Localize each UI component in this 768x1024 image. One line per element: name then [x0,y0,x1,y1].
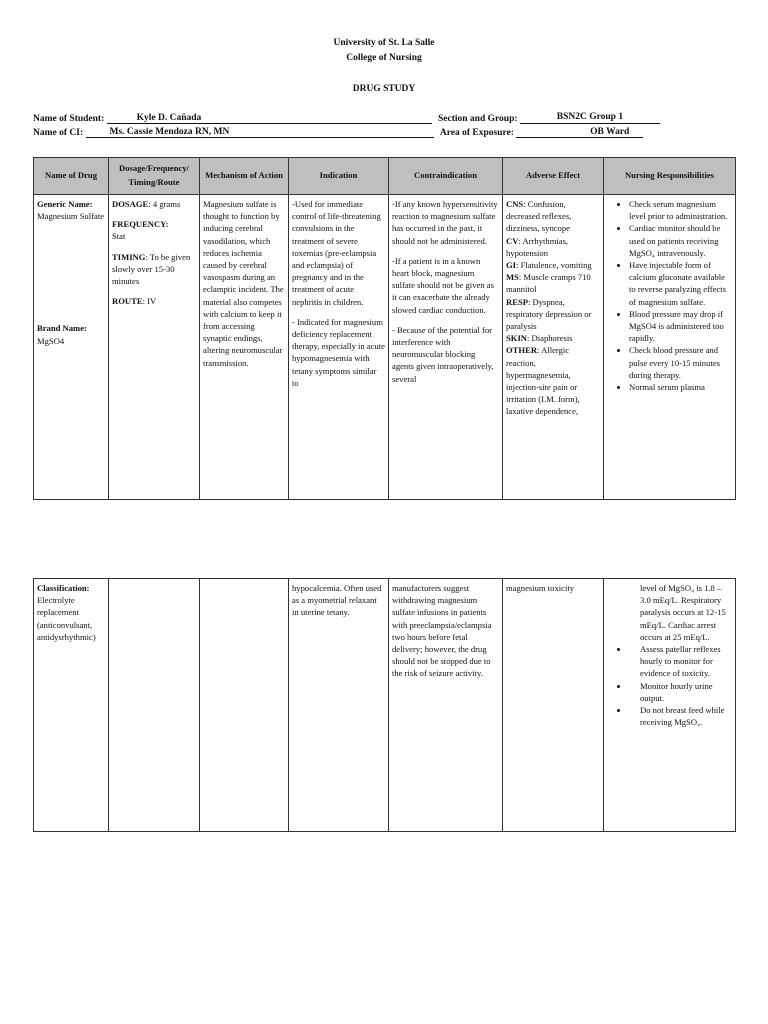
nursing-cell-continued [604,579,736,832]
drug-name-cell: Generic Name: Magnesium Sulfate Brand Name: MgSO4 [34,195,109,500]
route-label: ROUTE [112,296,143,307]
header-mechanism: Mechanism of Action [200,158,289,195]
brand-name-value: MgSO4 [37,335,65,346]
area-label: Area of Exposure: [439,128,514,138]
frequency-value: Stat [112,231,126,242]
frequency-label: FREQUENCY [112,219,166,230]
mechanism-cell-continued [200,579,289,832]
adverse-effect-cell-continued [503,579,604,832]
resp-value: : Dyspnea, respiratory depression or paralysis [506,296,592,332]
dosage-cell: DOSAGE: 4 grams FREQUENCY: Stat TIMING: To be given slowly over 15-30 minutes ROUTE: IV [109,195,200,500]
brand-name-label: Brand Name [37,323,85,334]
list-item: • Monitor hourly urine output. [629,680,732,704]
list-item: • Check serum magnesium level prior to administration. [629,198,732,222]
other-value: : Allergic reaction, hypermagnesemia, injection-site pain or irritation (I.M. form), laxative dependence, [506,345,580,417]
list-item: • Assess patellar reflexes hourly to monitor for evidence of toxicity. [629,643,732,680]
dosage-cell-continued [109,579,200,832]
dosage-label: DOSAGE [112,199,149,209]
resp-label: RESP [506,296,528,307]
ci-label: Name of CI: [33,128,84,138]
list-item: • Blood pressure may drop if MgSO4 is administered too rapidly. [629,308,732,345]
cns-value: : Confusion, decreased reflexes, dizziness, syncope [506,199,572,234]
contraindication-text-2: -If a patient is in a known heart block, magnesium sulfate should not be given as it can exacerbate the already slowed cardiac conduction. [392,255,494,315]
student-name-field: Kyle D. Cañada [107,113,432,124]
classification-label: Classification [37,583,87,593]
drug-classification-cell: Classification: Electrolyte replacement (anticonvulsant, antidysrhythmic) [34,579,109,832]
indication-cell [289,195,389,500]
indication-text-2: - Indicated for magnesium deficiency replacement therapy, especially in acute hypomagnesemia with tetany symptoms similar to [292,316,385,388]
cv-value: : Arrhythmias, hypotension [506,235,569,258]
skin-label: SKIN [506,333,528,344]
skin-value: : Diaphoresis [527,333,573,344]
list-item: • Normal serum plasma [629,381,732,393]
timing-value: : To be given slowly over 15-30 minutes [112,251,191,287]
list-item: • Cardiac monitor should be used on patients receiving MgSO₄ intravenously. [629,222,732,259]
section-field: BSN2C Group 1 [520,112,660,124]
mechanism-text: Magnesium sulfate is thought to function by inducing cerebral vasodilation, which reduces ischemia caused by cerebral vasospasm during an eclamptic incident. The material also competes with calcium to keep it from accessing synaptic endings, altering neuromuscular transmission. [203,199,284,368]
gi-value: : Flatulence, vomiting [516,260,592,271]
gi-label: GI [506,260,517,271]
university-name: University of St. La Salle [333,38,435,48]
adverse-effect-cell [503,195,604,500]
ci-name-field: Ms. Cassie Mendoza RN, MN [86,127,434,138]
header-indication: Indication [289,158,389,195]
student-label: Name of Student: [33,114,105,124]
nursing-cell [604,195,736,500]
area-field: OB Ward [516,127,643,138]
cv-label: CV [506,235,519,246]
generic-name-label: Generic Name [37,199,90,209]
list-item: level of MgSO₄ is 1.8 – 3.0 mEq/L. Respiratory paralysis occurs at 12-15 mEq/L. Cardiac arrest occurs at 25 mEq/L. [640,583,726,642]
list-item: • Check blood pressure and pulse every 10-15 minutes during therapy. [629,344,732,381]
timing-label: TIMING [112,251,146,262]
indication-text-1: -Used for immediate control of life-threatening convulsions in the treatment of severe toxemias (pre-eclampsia and eclampsia) of pregnancy and in the treatment of acute nephritis in children. [292,199,381,307]
table-row [34,195,736,500]
adverse-continued-text: magnesium toxicity [506,583,575,593]
generic-name-value: Magnesium Sulfate [37,211,105,222]
ms-label: MS [506,272,519,283]
nursing-list [607,198,732,393]
header-contraindication: Contraindication [389,158,503,195]
mechanism-cell [200,195,289,500]
route-value: : IV [142,296,157,307]
indication-cell-continued [289,579,389,832]
ci-info-row [33,127,643,138]
header-nursing-responsibilities: Nursing Responsibilities [604,158,736,195]
student-info-row [33,112,660,124]
classification-value: Electrolyte replacement (anticonvulsant, antidysrhythmic) [37,595,96,642]
nursing-list-continued [607,582,732,728]
contraindication-cell-continued [389,579,503,832]
cns-label: CNS [506,199,524,209]
indication-text-3: hypocalcemia. Often used as a myometrial relaxant in uterine tetany. [292,583,382,618]
list-item: • Have injectable form of calcium gluconate available to reverse paralyzing effects of magnesium sulfate. [629,259,732,308]
ms-value: : Muscle cramps 710 mannitol [506,272,591,295]
section-label: Section and Group: [438,114,518,124]
drug-study-table [33,157,736,500]
header-adverse-effect: Adverse Effect [503,158,604,195]
contraindication-text-1: -If any known hypersensitivity reaction to magnesium sulfate has occurred in the past, it should not be administered. [392,199,498,246]
contraindication-text-4: manufacturers suggest withdrawing magnesium sulfate infusions in patients with preeclampsia/eclampsia two hours before fetal delivery; however, the drug should not be stopped due to the risk of seizure activity. [392,583,492,679]
contraindication-text-3: - Because of the potential for interference with neuromuscular blocking agents given intraoperatively, several [392,324,494,384]
other-label: OTHER [506,345,538,356]
header-name-of-drug: Name of Drug [34,158,109,195]
college-name: College of Nursing [346,53,422,63]
table-row [34,579,736,832]
dosage-value: : 4 grams [148,199,181,209]
header-dosage: Dosage/Frequency/ Timing/Route [109,158,200,195]
drug-study-table-continued [33,578,736,832]
document-title: DRUG STUDY [352,84,416,94]
list-item: • Do not breast feed while receiving MgSO₄. [629,704,732,728]
contraindication-cell [389,195,503,500]
table-header-row [34,158,736,195]
